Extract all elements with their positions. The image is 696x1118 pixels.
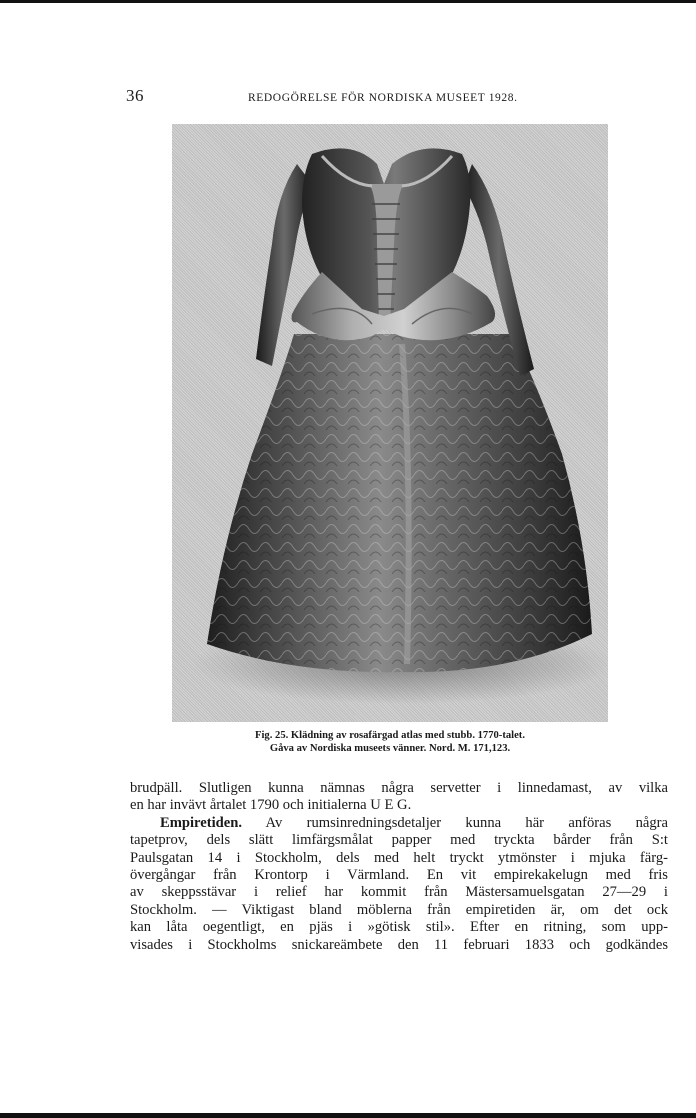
figure-photograph (172, 124, 608, 722)
running-head: REDOGÖRELSE FÖR NORDISKA MUSEET 1928. (248, 92, 518, 104)
top-edge-rule (0, 0, 696, 3)
page-number: 36 (126, 86, 144, 105)
section-heading-empiretiden: Empiretiden. (160, 814, 243, 831)
body-text (130, 780, 668, 954)
bottom-edge-rule (0, 1113, 696, 1118)
body-line: övergångar från Krontorp i Värmland. En vit empirekakelugn med fris (130, 866, 668, 883)
body-line: brudpäll. Slutligen kunna nämnas några servetter i linnedamast, av vilka (130, 780, 668, 796)
body-line: av skeppsstävar i relief har kommit från Mästersamuelsgatan 27—29 i (130, 884, 668, 901)
body-line: Paulsgatan 14 i Stockholm, dels med helt tryckt ytmönster i mjuka färg- (130, 849, 668, 866)
body-line-rest: Av rumsinredningsdetaljer kunna här anföras några (242, 814, 668, 831)
body-line: visades i Stockholms snickareämbete den 11 februari 1833 och godkändes (130, 936, 668, 953)
caption-line-2: Gåva av Nordiska museets vänner. Nord. M. 171,123. (269, 743, 511, 754)
caption-line-1: Fig. 25. Klädning av rosafärgad atlas med stubb. 1770-talet. (255, 730, 525, 741)
body-line: kan låta oegentligt, en pjäs i »götisk stil». Efter en ritning, som upp- (130, 919, 668, 936)
body-line: en har invävt årtalet 1790 och initialerna U E G. (130, 797, 412, 814)
skirt-quilting-pattern (207, 334, 592, 672)
body-line (130, 815, 668, 832)
figure-caption (172, 729, 608, 755)
body-line: tapetprov, dels slätt limfärgsmålat papper med tryckta bårder från S:t (130, 832, 668, 849)
body-line: Stockholm. — Viktigast bland möblerna från empiretiden är, om det ock (130, 901, 668, 918)
dress-illustration (172, 124, 608, 722)
